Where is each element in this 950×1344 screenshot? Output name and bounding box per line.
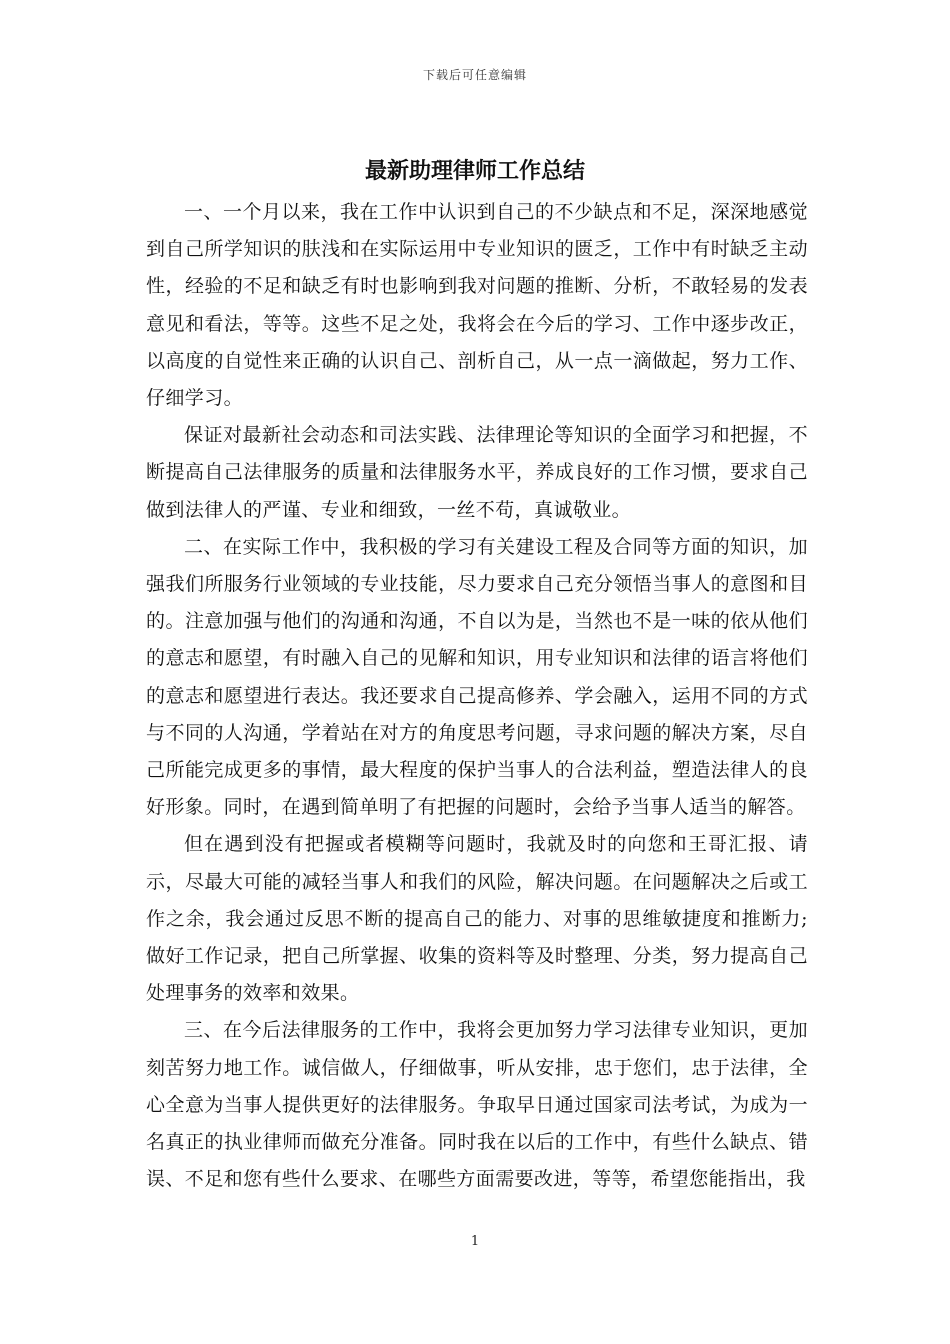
paragraph-3: 二、在实际工作中，我积极的学习有关建设工程及合同等方面的知识，加强我们所服务行业领域的专业技能，尽力要求自己充分领悟当事人的意图和目的。注意加强与他们的沟通和沟通，不自以为是，当然也不是一味的依从他们的意志和愿望，有时融入自己的见解和知识，用专业知识和法律的语言将他们的意志和愿望进行表达。我还要求自己提高修养、学会融入，运用不同的方式与不同的人沟通，学着站在对方的角度思考问题，寻求问题的解决方案，尽自己所能完成更多的事情，最大程度的保护当事人的合法利益，塑造法律人的良好形象。同时，在遇到简单明了有把握的问题时，会给予当事人适当的解答。: [146, 535, 808, 819]
paragraph-5: 三、在今后法律服务的工作中，我将会更加努力学习法律专业知识，更加刻苦努力地工作。诚信做人，仔细做事，听从安排，忠于您们，忠于法律，全心全意为当事人提供更好的法律服务。争取早日通过国家司法考试，为成为一名真正的执业律师而做充分准备。同时我在以后的工作中，有些什么缺点、错误、不足和您有些什么要求、在哪些方面需要改进，等等，希望您能指出，我: [146, 1019, 808, 1191]
paragraph-1: 一、一个月以来，我在工作中认识到自己的不少缺点和不足，深深地感觉到自己所学知识的肤浅和在实际运用中专业知识的匮乏，工作中有时缺乏主动性，经验的不足和缺乏有时也影响到我对问题的推断、分析，不敢轻易的发表意见和看法，等等。这些不足之处，我将会在今后的学习、工作中逐步改正，以高度的自觉性来正确的认识自己、剖析自己，从一点一滴做起，努力工作、仔细学习。: [146, 201, 808, 410]
paragraph-2: 保证对最新社会动态和司法实践、法律理论等知识的全面学习和把握，不断提高自己法律服务的质量和法律服务水平，养成良好的工作习惯，要求自己做到法律人的严谨、专业和细致，一丝不苟，真诚敬业。: [146, 424, 808, 521]
document-body: [146, 194, 808, 1198]
paragraph-4: 但在遇到没有把握或者模糊等问题时，我就及时的向您和王哥汇报、请示，尽最大可能的减轻当事人和我们的风险，解决问题。在问题解决之后或工作之余，我会通过反思不断的提高自己的能力、对事的思维敏捷度和推断力;做好工作记录，把自己所掌握、收集的资料等及时整理、分类，努力提高自己处理事务的效率和效果。: [146, 833, 808, 1005]
page-header-note: 下载后可任意编辑: [422, 68, 527, 82]
document-title: 最新助理律师工作总结: [364, 159, 585, 184]
page-number: 1: [470, 1234, 480, 1249]
